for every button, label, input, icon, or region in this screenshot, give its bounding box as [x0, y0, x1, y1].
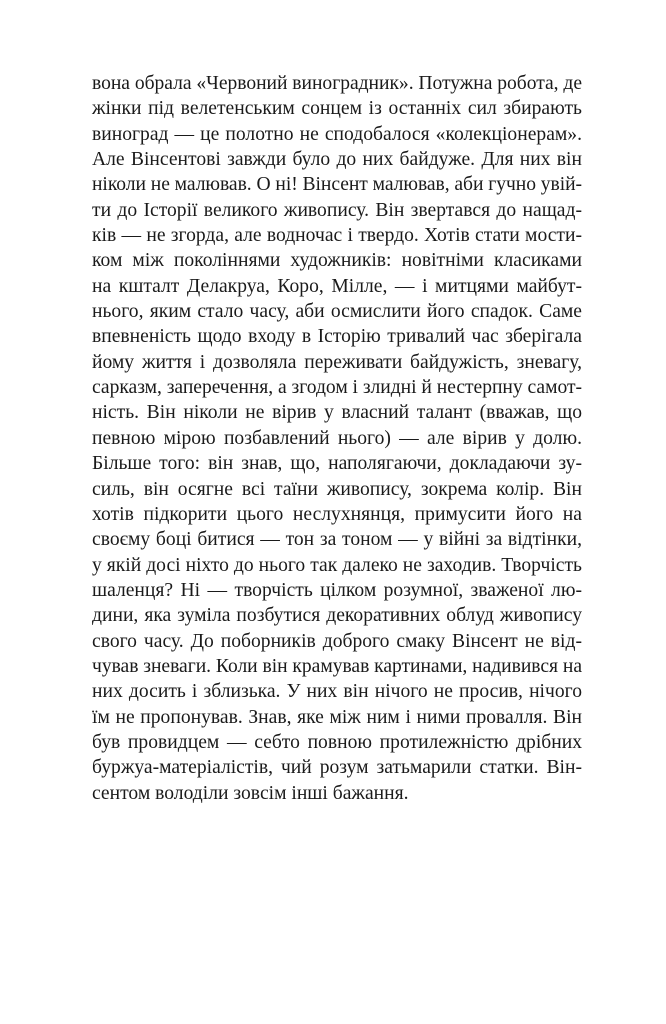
text-line: чував зневаги. Коли він крамував картинами, надивився на [92, 655, 582, 677]
text-line: своєму боці битися — тон за тоном — у війні за відтінки, [92, 529, 582, 551]
text-line: ків — не згорда, але водночас і твердо. Хотів стати мости- [92, 225, 582, 247]
text-line: нього, яким стало часу, аби осмислити його спадок. Саме [92, 301, 582, 323]
text-line: Але Вінсентові завжди було до них байдуже. Для них він [92, 149, 582, 171]
text-line: виноград — це полотно не сподобалося «колекціонерам». [92, 123, 582, 145]
body-text [92, 71, 582, 806]
text-line: силь, він осягне всі таїни живопису, зокрема колір. Він [92, 478, 582, 500]
text-line: впевненість щодо входу в Історію тривалий час зберігала [92, 326, 582, 348]
text-line: жінки під велетенським сонцем із останніх сил збирають [92, 98, 582, 120]
text-line: Більше того: він знав, що, наполягаючи, докладаючи зу- [92, 453, 582, 475]
text-line: ти до Історії великого живопису. Він звертався до нащад- [92, 199, 582, 221]
text-line: хотів підкорити цього неслухнянця, примусити його на [92, 503, 582, 525]
text-line: на кшталт Делакруа, Коро, Мілле, — і митцями майбут- [92, 275, 582, 297]
text-line: ком між поколіннями художників: новітніми класиками [92, 250, 582, 272]
text-line: вона обрала «Червоний виноградник». Потужна робота, де [92, 73, 582, 94]
text-line: буржуа-матеріалістів, чий розум затьмарили статки. Він- [92, 757, 582, 779]
text-line: ність. Він ніколи не вірив у власний талант (вважав, що [92, 402, 582, 424]
text-line: ніколи не малював. О ні! Вінсент малював, аби гучно увій- [92, 174, 582, 196]
text-line: дини, яка зуміла позбутися декоративних облуд живопису [92, 605, 582, 627]
text-line: у якій досі ніхто до нього так далеко не заходив. Творчість [92, 554, 582, 576]
text-line: них досить і зблизька. У них він нічого не просив, нічого [92, 681, 582, 703]
text-line: йому життя і дозволяла переживати байдужість, зневагу, [92, 351, 582, 373]
text-line: певною мірою позбавлений нього) — але вірив у долю. [92, 427, 582, 449]
text-line: їм не пропонував. Знав, яке між ним і ними провалля. Він [92, 706, 582, 728]
text-line-last: сентом володіли зовсім інші бажання. [92, 782, 409, 804]
text-line: був провидцем — себто повною протилежністю дрібних [92, 731, 582, 753]
text-line: сарказм, заперечення, а згодом і злидні й нестерпну самот- [92, 377, 582, 399]
text-line: свого часу. До поборників доброго смаку Вінсент не від- [92, 630, 582, 652]
text-line: шаленця? Ні — творчість цілком розумної, зваженої лю- [92, 579, 582, 601]
